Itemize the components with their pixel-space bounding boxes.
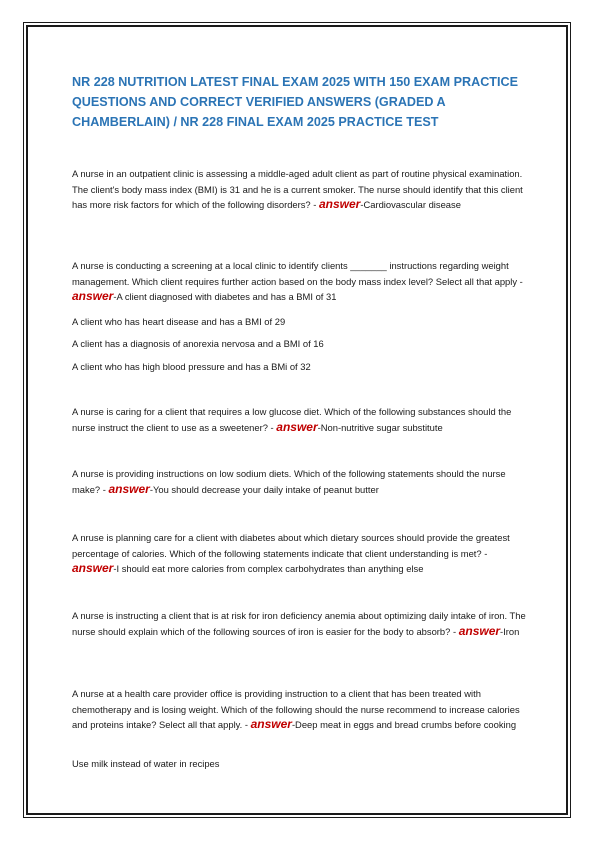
question-2-option-2: A client has a diagnosis of anorexia nervosa and a BMI of 16 [72,338,324,349]
answer-label: answer [250,717,292,732]
question-4-text: A nurse is providing instructions on low sodium diets. Which of the following statements should the nurse make? - [72,468,506,495]
answer-label: answer [276,419,318,434]
question-1 [72,166,532,213]
question-2-option-1: A client who has heart disease and has a BMI of 29 [72,316,286,327]
question-4-answer: -You should decrease your daily intake of peanut butter [149,483,379,495]
answer-label: answer [318,197,361,212]
question-3-answer: -Non-nutritive sugar substitute [317,421,443,433]
question-2 [72,258,532,305]
question-3 [72,404,532,435]
question-5-answer: -I should eat more calories from complex carbohydrates than anything else [113,563,424,575]
question-4 [72,466,532,497]
answer-label: answer [72,289,114,304]
question-2-answer: -A client diagnosed with diabetes and has a BMI of 31 [113,291,337,303]
question-7-option-1: Use milk instead of water in recipes [72,758,220,769]
question-6 [72,608,532,639]
question-2-option-3: A client who has high blood pressure and has a BMi of 32 [72,361,311,372]
answer-label: answer [458,623,501,638]
answer-label: answer [108,481,150,496]
question-6-answer: -Iron [500,625,520,637]
question-1-answer: -Cardiovascular disease [360,199,461,211]
question-5 [72,530,532,577]
question-1-text: A nurse in an outpatient clinic is assessing a middle-aged adult client as part of routine physical examination. The client's body mass index (BMI) is 31 and he is a current smoker. The nurse should identify that this client has more risk factors for which of the following disorders? - [72,168,523,211]
question-7-text: A nurse at a health care provider office is providing instruction to a client that has been treated with chemotherapy and is losing weight. Which of the following should the nurse recommend to increase calories and proteins intake? Select all that apply. - [72,688,520,731]
question-6-text: A nurse is instructing a client that is at risk for iron deficiency anemia about optimizing daily intake of iron. The nurse should explain which of the following sources of iron is easier for the body to absorb? - [72,610,526,637]
document-title: NR 228 NUTRITION LATEST FINAL EXAM 2025 WITH 150 EXAM PRACTICE QUESTIONS AND CORRECT VERIFIED ANSWERS (GRADED A CHAMBERLAIN) / NR 228 FINAL EXAM 2025 PRACTICE TEST [72,75,518,129]
question-7 [72,686,532,733]
question-7-answer: -Deep meat in eggs and bread crumbs before cooking [291,719,517,731]
question-3-text: A nurse is caring for a client that requires a low glucose diet. Which of the following substances should the nurse instruct the client to use as a sweetener? - [72,406,512,433]
answer-label: answer [72,561,114,576]
question-5-text: A nruse is planning care for a client with diabetes about which dietary sources should provide the greatest percentage of calories. Which of the following statements indicate that client understanding is met? - [72,532,510,559]
question-2-text: A nurse is conducting a screening at a local clinic to identify clients _______ instructions regarding weight management. Which client requires further action based on the body mass index level? Select all that apply - [72,260,523,287]
